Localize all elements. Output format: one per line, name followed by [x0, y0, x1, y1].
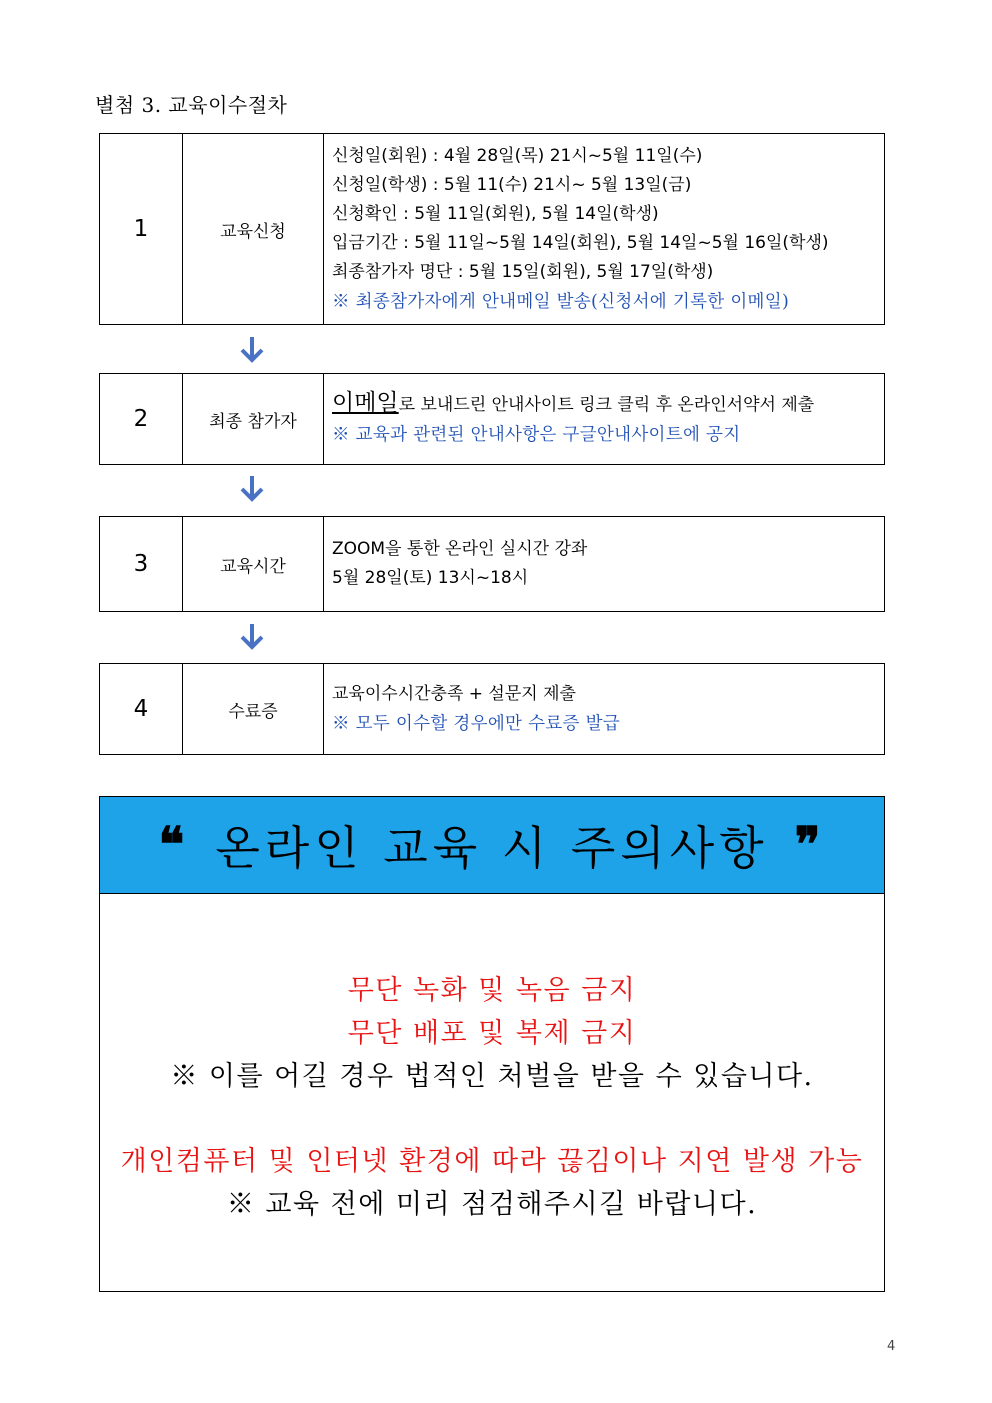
step-content	[324, 664, 884, 754]
step-number: 2	[100, 374, 183, 464]
notice-line: 무단 배포 및 복제 금지	[347, 1018, 637, 1049]
step-note: ※ 최종참가자에게 안내메일 발송(신청서에 기록한 이메일)	[332, 291, 790, 312]
arrow-down-icon	[238, 622, 266, 654]
notice-line: 무단 녹화 및 녹음 금지	[347, 975, 637, 1006]
step-line: 입금기간 : 5월 11일~5월 14일(회원), 5월 14일~5월 16일(학생)	[332, 232, 829, 253]
step-3	[99, 516, 885, 612]
step-line: 신청일(학생) : 5월 11(수) 21시~ 5월 13일(금)	[332, 174, 692, 195]
step-content	[324, 134, 884, 324]
step-label: 교육시간	[183, 517, 324, 611]
notice-line: 개인컴퓨터 및 인터넷 환경에 따라 끊김이나 지연 발생 가능	[120, 1146, 864, 1177]
step-number: 1	[100, 134, 183, 324]
step-4	[99, 663, 885, 755]
step-line: ZOOM을 통한 온라인 실시간 강좌	[332, 539, 588, 559]
step-line: 신청확인 : 5월 11일(회원), 5월 14일(학생)	[332, 203, 659, 224]
step-line: 5월 28일(토) 13시~18시	[332, 568, 529, 588]
arrow-down-icon	[238, 335, 266, 367]
notice-body	[100, 969, 884, 1226]
step-line: 신청일(회원) : 4월 28일(목) 21시~5월 11일(수)	[332, 145, 703, 166]
notice-header	[100, 797, 884, 894]
step-label: 수료증	[183, 664, 324, 754]
email-word: 이메일	[332, 389, 399, 416]
step-number: 3	[100, 517, 183, 611]
step-content	[324, 517, 884, 611]
arrow-down-icon	[238, 474, 266, 506]
step-line: 최종참가자 명단 : 5월 15일(회원), 5월 17일(학생)	[332, 261, 714, 282]
notice-box	[99, 796, 885, 1292]
notice-line: ※ 교육 전에 미리 점검해주시길 바랍니다.	[226, 1189, 758, 1220]
notice-line: ※ 이를 어길 경우 법적인 처벌을 받을 수 있습니다.	[170, 1061, 814, 1092]
step-content	[324, 374, 884, 464]
step-line	[332, 389, 876, 420]
notice-title: 온라인 교육 시 주의사항	[215, 821, 769, 875]
step-note: ※ 모두 이수할 경우에만 수료증 발급	[332, 713, 620, 734]
step-label: 최종 참가자	[183, 374, 324, 464]
close-quote-icon: ❞	[794, 817, 826, 873]
step-number: 4	[100, 664, 183, 754]
step-1	[99, 133, 885, 325]
page-number: 4	[887, 1339, 896, 1354]
open-quote-icon: ❝	[158, 817, 190, 873]
step-note: ※ 교육과 관련된 안내사항은 구글안내사이트에 공지	[332, 424, 741, 445]
page-heading: 별첨 3. 교육이수절차	[95, 93, 288, 117]
step-line-text: 로 보내드린 안내사이트 링크 클릭 후 온라인서약서 제출	[398, 394, 815, 415]
step-2	[99, 373, 885, 465]
step-line: 교육이수시간충족 + 설문지 제출	[332, 683, 576, 704]
step-label: 교육신청	[183, 134, 324, 324]
